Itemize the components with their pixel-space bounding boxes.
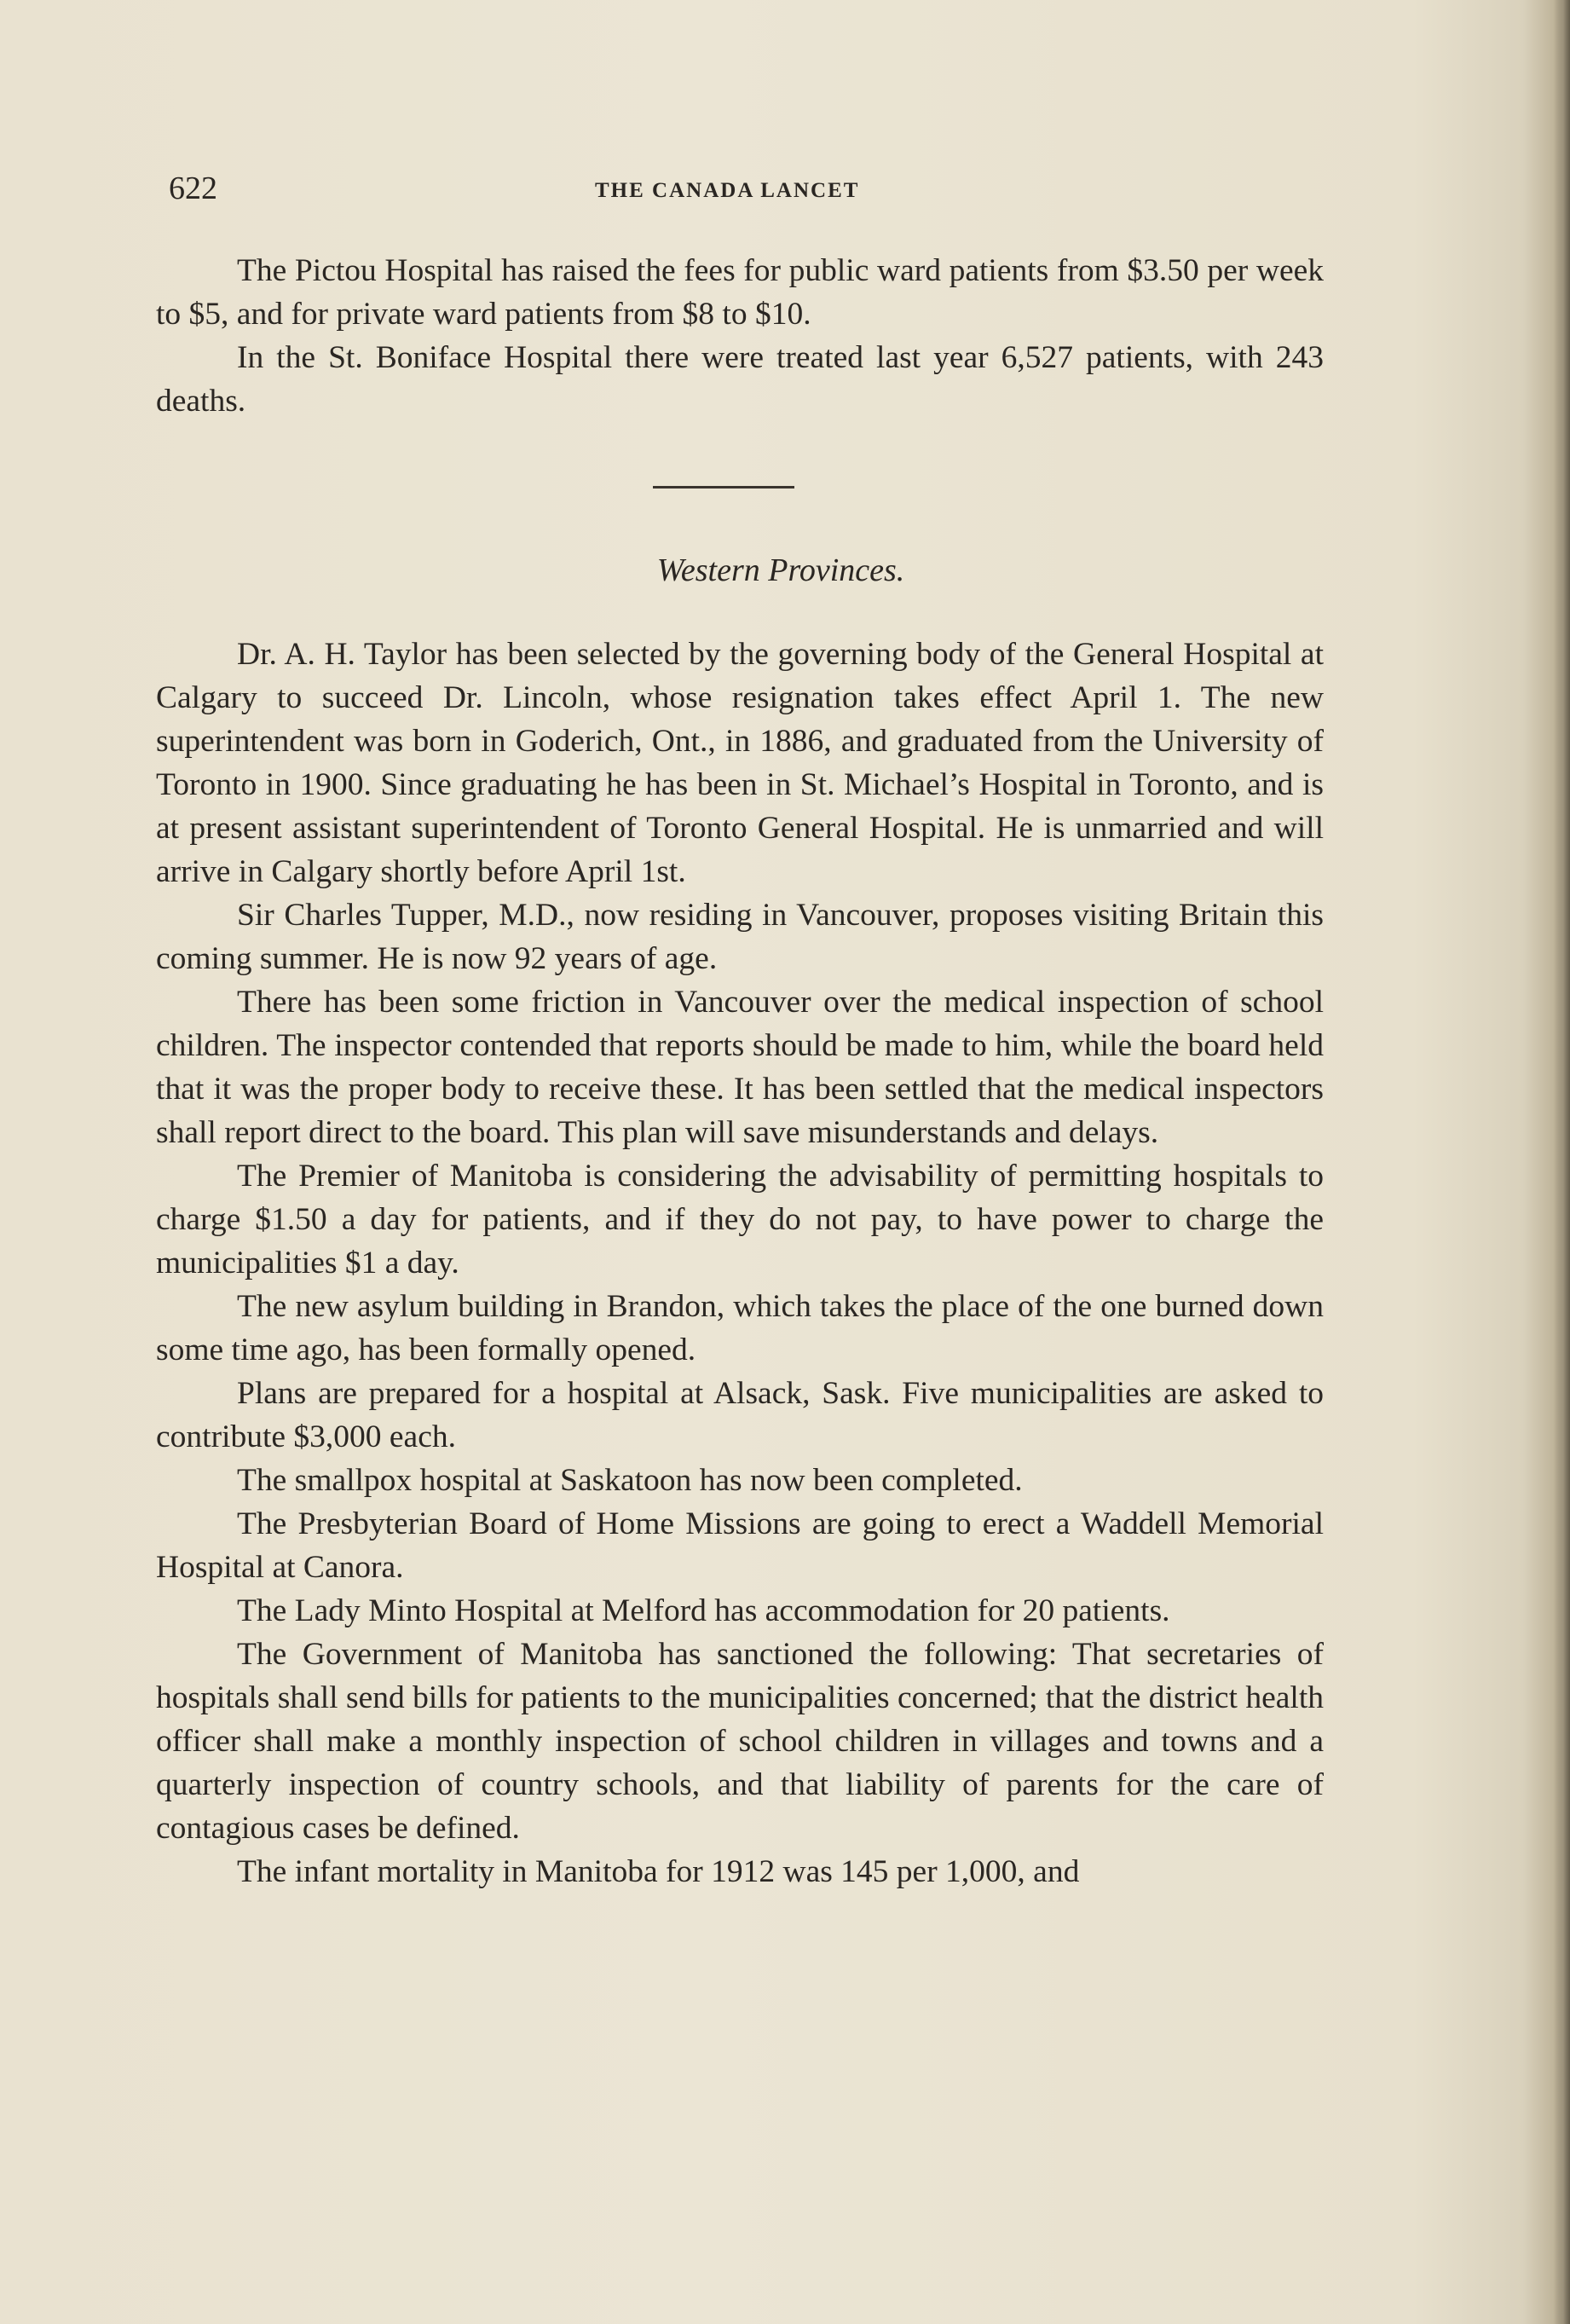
- paragraph: In the St. Boniface Hospital there were treated last year 6,527 patients, with 243 deaths.: [156, 340, 1324, 419]
- journal-title: THE CANADA LANCET: [595, 179, 860, 202]
- page-edge-shadow: [1553, 0, 1570, 2324]
- intro-text: [156, 249, 1324, 423]
- paragraph: The Government of Manitoba has sanctioned the following: That secretaries of hospitals shall send bills for patients to the municipalities concerned; that the district health officer shall make a monthly inspection of school children in villages and towns and a quarterly inspection of country schools, and that liability of parents for the care of contagious cases be defined.: [156, 1637, 1324, 1846]
- paragraph: The Lady Minto Hospital at Melford has accommodation for 20 patients.: [237, 1593, 1170, 1628]
- paragraph: The Presbyterian Board of Home Missions are going to erect a Waddell Memorial Hospital at Canora.: [156, 1506, 1324, 1585]
- paragraph: There has been some friction in Vancouver over the medical inspection of school children. The inspector contended that reports should be made to him, while the board held that it was the proper body to receive these. It has been settled that the medical inspectors shall report direct to the board. This plan will save misunderstands and delays.: [156, 985, 1324, 1150]
- section-divider: [653, 486, 794, 489]
- paragraph: Dr. A. H. Taylor has been selected by the governing body of the General Hospital at Calgary to succeed Dr. Lincoln, whose resignation takes effect April 1. The new superintendent was born in Goderich, Ont., in 1886, and graduated from the University of Toronto in 1900. Since graduating he has been in St. Michael’s Hospital in Toronto, and is at present assistant superintendent of Toronto General Hospital. He is unmarried and will arrive in Calgary shortly before April 1st.: [156, 637, 1324, 889]
- paragraph: The smallpox hospital at Saskatoon has now been completed.: [237, 1463, 1023, 1498]
- section-body: [156, 633, 1324, 1893]
- paragraph: The new asylum building in Brandon, which takes the place of the one burned down some time ago, has been formally opened.: [156, 1289, 1324, 1367]
- section-heading: Western Provinces.: [656, 552, 905, 588]
- paragraph: The infant mortality in Manitoba for 1912 was 145 per 1,000, and: [237, 1854, 1080, 1889]
- page-number: 622: [169, 171, 217, 206]
- paragraph: Plans are prepared for a hospital at Alsack, Sask. Five municipalities are asked to contribute $3,000 each.: [156, 1376, 1324, 1454]
- paragraph: The Pictou Hospital has raised the fees for public ward patients from $3.50 per week to $5, and for private ward patients from $8 to $10.: [156, 253, 1324, 332]
- paragraph: Sir Charles Tupper, M.D., now residing in Vancouver, proposes visiting Britain this coming summer. He is now 92 years of age.: [156, 898, 1324, 976]
- running-head: [169, 169, 1324, 211]
- paragraph: The Premier of Manitoba is considering the advisability of permitting hospitals to charge $1.50 a day for patients, and if they do not pay, to have power to charge the municipalities $1 a day.: [156, 1159, 1324, 1281]
